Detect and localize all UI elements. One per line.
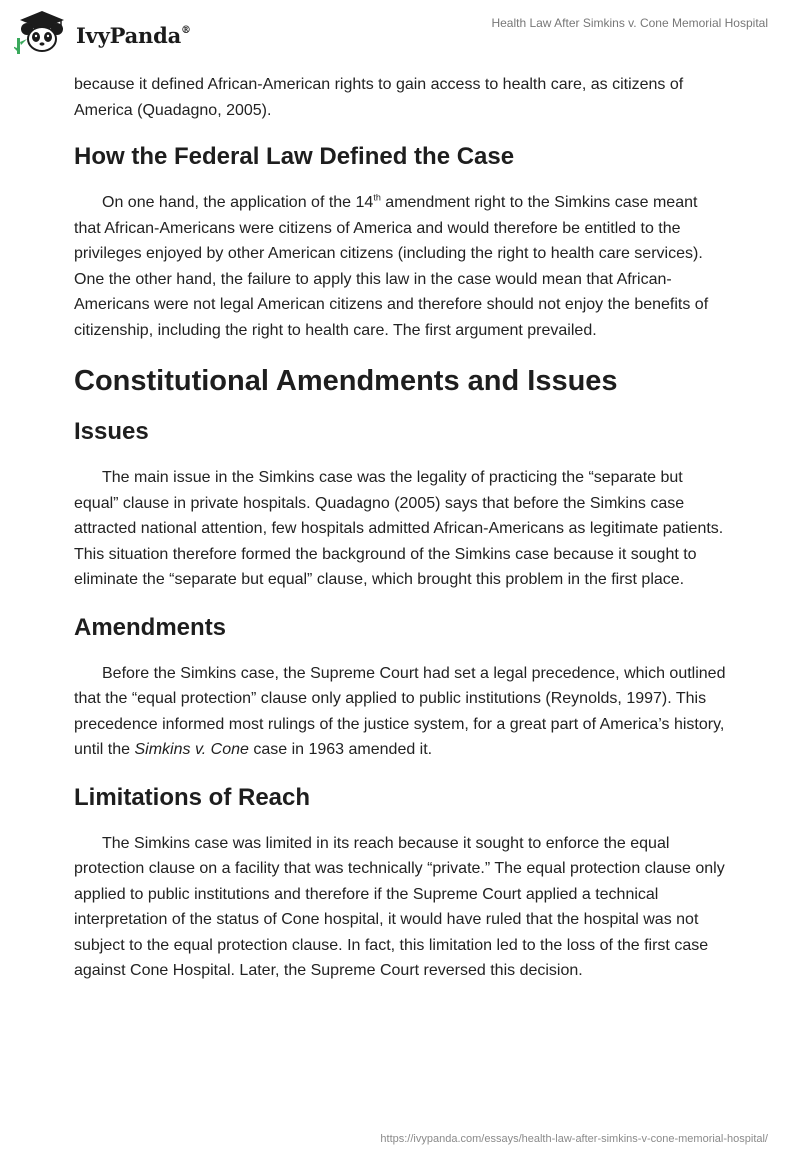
panda-graduation-cap-icon bbox=[14, 8, 70, 58]
ivypanda-logo[interactable] bbox=[14, 8, 191, 58]
constitutional-heading: Constitutional Amendments and Issues bbox=[74, 365, 618, 397]
amendments-paragraph bbox=[74, 661, 728, 763]
federal-para-part-b: amendment right to the Simkins case meant that African-Americans were citizens of America and would therefore be entitled to the privileges enjoyed by other American citizens (including the right to health care services). One the other hand, the failure to apply this law in the case would mean that African-Americans were not legal American citizens and therefore should not enjoy the benefits of citizenship, including the right to health care. The first argument prevailed. bbox=[74, 194, 709, 339]
federal-law-paragraph bbox=[74, 190, 728, 343]
brand-text: IvyPanda bbox=[76, 22, 182, 48]
case-name-italic: Simkins v. Cone bbox=[134, 741, 249, 758]
federal-para-part-a: On one hand, the application of the 14 bbox=[102, 194, 374, 211]
registered-mark: ® bbox=[181, 24, 191, 36]
amendments-para-part-a: Before the Simkins case, the Supreme Court had set a legal precedence, which outlined that the “equal protection” clause only applied to public institutions (Reynolds, 1997). This precedence informed most rulings of the justice system, for a great part of America’s history, until the bbox=[74, 664, 726, 758]
ordinal-suffix: th bbox=[373, 192, 381, 203]
intro-paragraph: because it defined African-American rights to gain access to health care, as citizens of America (Quadagno, 2005). bbox=[74, 76, 684, 119]
limitations-paragraph: The Simkins case was limited in its reach because it sought to enforce the equal protection clause on a facility that was technically “private.” The equal protection clause only applied to public institutions and therefore if the Supreme Court applied a technical interpretation of the status of Cone hospital, it would have ruled that the hospital was not subject to the equal protection clause. In fact, this limitation led to the loss of the first case against Cone Hospital. Later, the Supreme Court reversed this decision. bbox=[74, 834, 725, 979]
page-header bbox=[0, 0, 800, 70]
document-title: Health Law After Simkins v. Cone Memorial Hospital bbox=[491, 16, 768, 30]
amendments-para-part-b: case in 1963 amended it. bbox=[248, 741, 433, 758]
amendments-heading: Amendments bbox=[74, 613, 227, 641]
brand-name bbox=[76, 23, 191, 48]
source-url[interactable]: https://ivypanda.com/essays/health-law-after-simkins-v-cone-memorial-hospital/ bbox=[380, 1133, 768, 1145]
essay-content bbox=[74, 72, 728, 984]
issues-heading: Issues bbox=[74, 418, 149, 445]
limitations-heading: Limitations of Reach bbox=[74, 783, 311, 811]
federal-law-heading: How the Federal Law Defined the Case bbox=[74, 143, 515, 170]
issues-paragraph: The main issue in the Simkins case was the legality of practicing the “separate but equal” clause in private hospitals. Quadagno (2005) says that before the Simkins case attracted national attention, few hospitals admitted African-Americans as legitimate patients. This situation therefore formed the background of the Simkins case because it sought to eliminate the “separate but equal” clause, which brought this problem in the first place. bbox=[74, 469, 724, 588]
